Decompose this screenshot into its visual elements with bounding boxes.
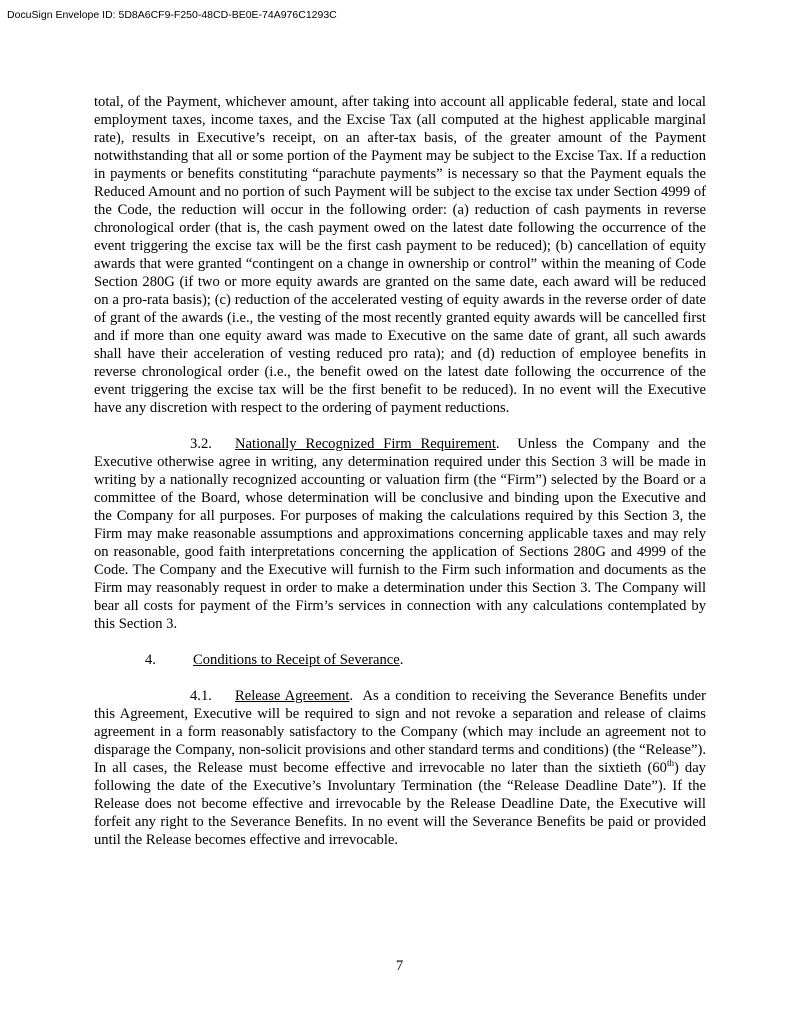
- section-4-1: [94, 687, 706, 849]
- section-3-2-number: 3.2.: [190, 436, 212, 452]
- section-4-1-number: 4.1.: [190, 688, 212, 704]
- ordinal-suffix: th: [666, 758, 674, 769]
- section-3-2: [94, 435, 706, 633]
- section-3-2-body: Unless the Company and the Executive otherwise agree in writing, any determination required under this Section 3 will be made in writing by a nationally recognized accounting or valuation firm (the “Firm”) selected by the Board or a committee of the Board, whose determination will be conclusive and binding upon the Executive and the Company for all purposes. For purposes of making the calculations required by this Section 3, the Firm may make reasonable assumptions and approximations concerning applicable taxes and may rely on reasonable, good faith interpretations concerning the application of Sections 280G and 4999 of the Code. The Company and the Executive will furnish to the Firm such information and documents as the Firm may reasonably request in order to make a determination under this Section 3. The Company will bear all costs for payment of the Firm’s services in connection with any calculations contemplated by this Section 3.: [94, 436, 706, 632]
- docusign-envelope-id: DocuSign Envelope ID: 5D8A6CF9-F250-48CD-BE0E-74A976C1293C: [7, 9, 337, 21]
- document-body: [94, 93, 706, 849]
- section-4-number: 4.: [145, 652, 156, 668]
- section-4-title: Conditions to Receipt of Severance: [193, 652, 400, 668]
- section-4-heading: [145, 651, 706, 669]
- section-4-1-title: Release Agreement: [235, 688, 350, 704]
- page-number: 7: [395, 958, 404, 974]
- section-4-1-body-a: As a condition to receiving the Severance Benefits under this Agreement, Executive will be required to sign and not revoke a separation and release of claims agreement in a form reasonably satisfactory to the Company (which may include an agreement not to disparage the Company, non-solicit provisions and other standard terms and conditions) (the “Release”). In all cases, the Release must become effective and irrevocable no later than the sixtieth (60: [94, 688, 706, 776]
- section-4-1-body-b: ) day following the date of the Executive’s Involuntary Termination (the “Release Deadline Date”). If the Release does not become effective and irrevocable by the Release Deadline Date, the Executive will forfeit any right to the Severance Benefits. In no event will the Severance Benefits be paid or provided until the Release becomes effective and irrevocable.: [94, 760, 706, 848]
- paragraph-excise-tax: total, of the Payment, whichever amount, after taking into account all applicable federal, state and local employment taxes, income taxes, and the Excise Tax (all computed at the highest applicable marginal rate), results in Executive’s receipt, on an after-tax basis, of the greater amount of the Payment notwithstanding that all or some portion of the Payment may be subject to the Excise Tax. If a reduction in payments or benefits constituting “parachute payments” is necessary so that the Payment equals the Reduced Amount and no portion of such Payment will be subject to the excise tax under Section 4999 of the Code, the reduction will occur in the following order: (a) reduction of cash payments in reverse chronological order (that is, the cash payment owed on the latest date following the occurrence of the event triggering the excise tax will be the first cash payment to be reduced); (b) cancellation of equity awards that were granted “contingent on a change in ownership or control” within the meaning of Code Section 280G (if two or more equity awards are granted on the same date, each award will be reduced on a pro-rata basis); (c) reduction of the accelerated vesting of equity awards in the reverse order of date of grant of the awards (i.e., the vesting of the most recently granted equity awards will be cancelled first and if more than one equity award was made to Executive on the same date of grant, all such awards shall have their acceleration of vesting reduced pro rata); and (d) reduction of employee benefits in reverse chronological order (i.e., the benefit owed on the latest date following the occurrence of the event triggering the excise tax will be the first benefit to be reduced). In no event will the Executive have any discretion with respect to the ordering of payment reductions.: [94, 94, 706, 416]
- section-4-title-period: .: [399, 652, 404, 668]
- section-3-2-title: Nationally Recognized Firm Requirement: [235, 436, 496, 452]
- section-3-2-title-period: .: [495, 436, 500, 452]
- section-4-1-title-period: .: [349, 688, 354, 704]
